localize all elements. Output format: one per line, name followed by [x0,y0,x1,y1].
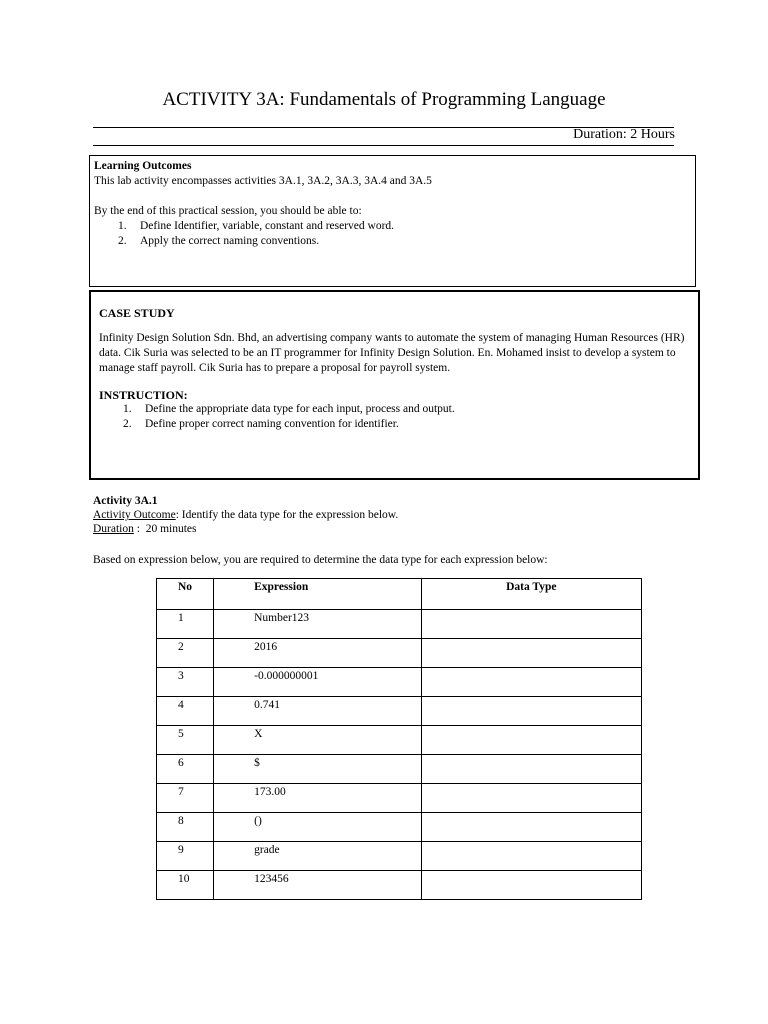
row-data-type-answer[interactable] [421,610,641,639]
case-study-box [89,290,700,480]
row-expression: 173.00 [214,784,421,813]
row-number: 4 [157,697,214,726]
row-data-type-answer[interactable] [421,697,641,726]
table-row [157,755,642,784]
activity-section [93,494,693,536]
row-expression: 2016 [214,639,421,668]
table-row [157,610,642,639]
page-title: ACTIVITY 3A: Fundamentals of Programming Language [162,89,606,110]
learning-outcomes-line2: By the end of this practical session, you should be able to: [94,205,362,217]
row-expression: () [214,813,421,842]
case-study-body: Infinity Design Solution Sdn. Bhd, an advertising company wants to automate the system of managing Human Resources (HR) data. Cik Suria was selected to be an IT programmer for Infinity Design Solution. En. Mohamed insist to develop a system to manage staff payroll. Cik Suria has to prepare a proposal for payroll system. [99,332,685,374]
row-number: 6 [157,755,214,784]
table-row [157,784,642,813]
row-number: 1 [157,610,214,639]
case-study-heading: CASE STUDY [99,306,175,320]
learning-outcomes-line1: This lab activity encompasses activities 3A.1, 3A.2, 3A.3, 3A.4 and 3A.5 [94,175,432,187]
row-data-type-answer[interactable] [421,813,641,842]
table-row [157,726,642,755]
row-number: 5 [157,726,214,755]
row-number: 10 [157,871,214,900]
row-data-type-answer[interactable] [421,726,641,755]
activity-title: Activity 3A.1 [93,495,158,507]
outcome-item: 2. Apply the correct naming conventions. [118,235,320,247]
row-number: 3 [157,668,214,697]
header-data-type: Data Type [421,579,641,610]
activity-intro: Based on expression below, you are required to determine the data type for each expression below: [93,554,548,566]
activity-duration: Duration : 20 minutes [93,523,197,535]
row-expression: Number123 [214,610,421,639]
row-expression: -0.000000001 [214,668,421,697]
table-row [157,842,642,871]
row-data-type-answer[interactable] [421,842,641,871]
outcome-item: 1. Define Identifier, variable, constant and reserved word. [118,220,395,232]
row-expression: 123456 [214,871,421,900]
row-data-type-answer[interactable] [421,871,641,900]
header-expression: Expression [214,579,421,610]
instruction-heading: INSTRUCTION: [99,388,188,402]
row-data-type-answer[interactable] [421,755,641,784]
table-row [157,871,642,900]
row-data-type-answer[interactable] [421,784,641,813]
duration-divider [93,145,674,146]
table-row [157,697,642,726]
row-data-type-answer[interactable] [421,639,641,668]
row-expression: X [214,726,421,755]
data-type-table [156,578,642,900]
instruction-item: 1. Define the appropriate data type for each input, process and output. [123,403,455,415]
row-number: 7 [157,784,214,813]
row-expression: $ [214,755,421,784]
header-no: No [157,579,214,610]
table-header-row [157,579,642,610]
row-number: 2 [157,639,214,668]
duration-label: Duration: 2 Hours [573,127,675,142]
row-number: 8 [157,813,214,842]
learning-outcomes-box [89,155,696,287]
instruction-item: 2. Define proper correct naming convention for identifier. [123,418,399,430]
row-expression: grade [214,842,421,871]
learning-outcomes-heading: Learning Outcomes [94,160,192,172]
table-row [157,639,642,668]
row-data-type-answer[interactable] [421,668,641,697]
table-row [157,668,642,697]
activity-outcome: Activity Outcome: Identify the data type for the expression below. [93,509,399,521]
table-row [157,813,642,842]
row-expression: 0.741 [214,697,421,726]
row-number: 9 [157,842,214,871]
